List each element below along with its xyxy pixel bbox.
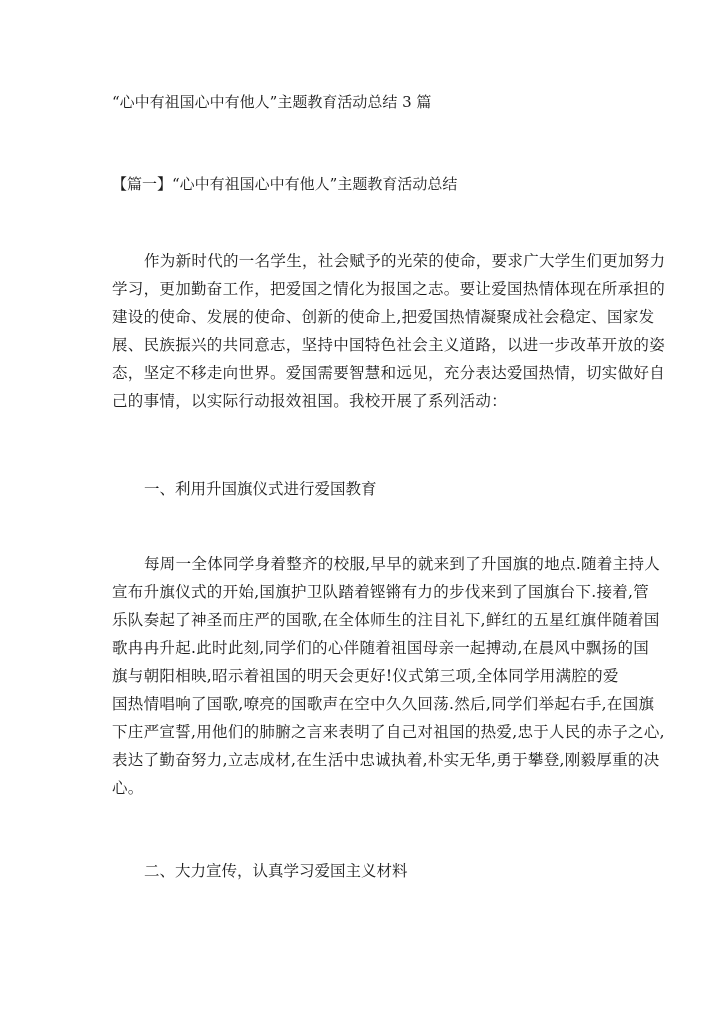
paragraph-line: 歌冉冉升起.此时此刻,同学们的心伴随着祖国母亲一起搏动,在晨风中飘扬的国 xyxy=(112,639,650,657)
heading-publicity: 二、大力宣传，认真学习爱国主义材料 xyxy=(144,862,408,880)
paragraph-line: 建设的使命、发展的使命、创新的使命上,把爱国热情凝聚成社会稳定、国家发 xyxy=(112,308,655,326)
flag-ceremony-paragraph xyxy=(112,550,665,802)
paragraph-line: 作为新时代的一名学生，社会赋予的光荣的使命，要求广大学生们更加努力 xyxy=(144,252,666,270)
intro-paragraph xyxy=(112,247,666,415)
paragraph-line: 展、民族振兴的共同意志，坚持中国特色社会主义道路，以进一步改革开放的姿 xyxy=(112,336,666,354)
paragraph-line: 旗与朝阳相映,昭示着祖国的明天会更好!仪式第三项,全体同学用满腔的爱 xyxy=(112,667,619,685)
paragraph-line: 学习，更加勤奋工作，把爱国之情化为报国之志。要让爱国热情体现在所承担的 xyxy=(112,280,666,298)
paragraph-line: 己的事情，以实际行动报效祖国。我校开展了系列活动： xyxy=(112,392,508,410)
paragraph-line: 态，坚定不移走向世界。爱国需要智慧和远见，充分表达爱国热情，切实做好自 xyxy=(112,364,666,382)
paragraph-line: 乐队奏起了神圣而庄严的国歌,在全体师生的注目礼下,鲜红的五星红旗伴随着国 xyxy=(112,611,660,629)
paragraph-line: 每周一全体同学身着整齐的校服,早早的就来到了升国旗的地点.随着主持人 xyxy=(144,555,661,573)
paragraph-line: 下庄严宣誓,用他们的肺腑之言来表明了自己对祖国的热爱,忠于人民的赤子之心, xyxy=(112,723,665,741)
paragraph-line: 国热情唱响了国歌,嘹亮的国歌声在空中久久回荡.然后,同学们举起右手,在国旗 xyxy=(112,695,655,713)
section-title: 【篇一】“心中有祖国心中有他人”主题教育活动总结 xyxy=(112,175,458,193)
paragraph-line: 宣布升旗仪式的开始,国旗护卫队踏着铿锵有力的步伐来到了国旗台下.接着,管 xyxy=(112,583,650,601)
heading-flag-ceremony: 一、利用升国旗仪式进行爱国教育 xyxy=(144,480,377,498)
document-title: “心中有祖国心中有他人”主题教育活动总结 3 篇 xyxy=(112,93,432,111)
paragraph-line: 心。 xyxy=(112,779,144,797)
paragraph-line: 表达了勤奋努力,立志成材,在生活中忠诚执着,朴实无华,勇于攀登,刚毅厚重的决 xyxy=(112,751,660,769)
